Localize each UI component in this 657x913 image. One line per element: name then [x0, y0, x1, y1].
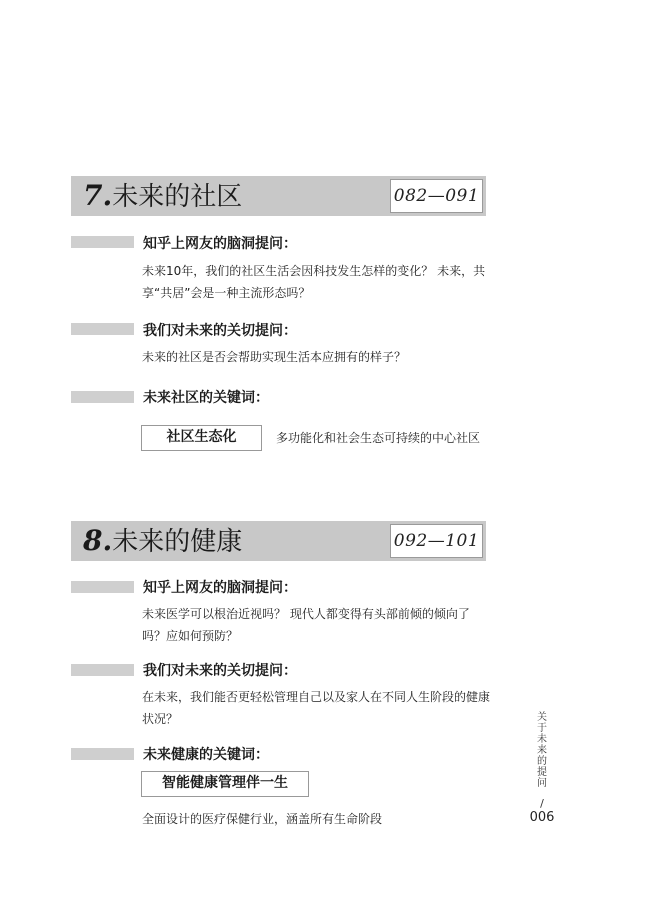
- chapter-8-keyword: 智能健康管理伴一生: [141, 771, 309, 797]
- chapter-8-keyword-desc: 全面设计的医疗保健行业，涵盖所有生命阶段: [142, 812, 383, 826]
- chapter-7-title: [83, 176, 242, 216]
- section-marker: [71, 748, 134, 760]
- side-section-title: 关于未来的提问: [537, 712, 547, 789]
- section-marker: [71, 664, 134, 676]
- section-marker: [71, 391, 134, 403]
- chapter-8-number: 8.: [83, 524, 113, 557]
- chapter-8-title-text: 未来的健康: [112, 527, 243, 557]
- chapter-7-page-range: 082—091: [390, 179, 483, 213]
- section-marker: [71, 323, 134, 335]
- side-slash: /: [540, 797, 544, 810]
- chapter-7-number: 7.: [83, 179, 113, 212]
- chapter-7-keyword: 社区生态化: [141, 425, 262, 451]
- chapter-7-keyword-desc: 多功能化和社会生态可持续的中心社区: [276, 431, 481, 445]
- chapter-7-our-heading: 我们对未来的关切提问：: [143, 323, 297, 339]
- chapter-7-keyword-heading: 未来社区的关键词：: [143, 390, 269, 406]
- chapter-8-title: [83, 521, 242, 561]
- chapter-8-header: [71, 521, 486, 561]
- chapter-8-keyword-heading: 未来健康的关键词：: [143, 747, 269, 763]
- chapter-8-our-question: 在未来，我们能否更轻松管理自己以及家人在不同人生阶段的健康状况？: [142, 690, 491, 726]
- chapter-7-our-question: 未来的社区是否会帮助实现生活本应拥有的样子？: [142, 350, 407, 364]
- chapter-7-title-text: 未来的社区: [112, 182, 243, 212]
- chapter-8-page-range: 092—101: [390, 524, 483, 558]
- chapter-8-netizen-question: 未来医学可以根治近视吗？ 现代人都变得有头部前倾的倾向了吗？应如何预防？: [142, 607, 470, 643]
- page-number: 006: [529, 810, 555, 825]
- chapter-8-netizen-heading: 知乎上网友的脑洞提问：: [143, 580, 297, 596]
- chapter-7-header: [71, 176, 486, 216]
- chapter-7-netizen-question: 未来10年，我们的社区生活会因科技发生怎样的变化？ 未来，共享“共居”会是一种主流形态吗？: [142, 264, 486, 300]
- chapter-8-our-heading: 我们对未来的关切提问：: [143, 663, 297, 679]
- chapter-7-netizen-heading: 知乎上网友的脑洞提问：: [143, 236, 297, 252]
- section-marker: [71, 236, 134, 248]
- section-marker: [71, 581, 134, 593]
